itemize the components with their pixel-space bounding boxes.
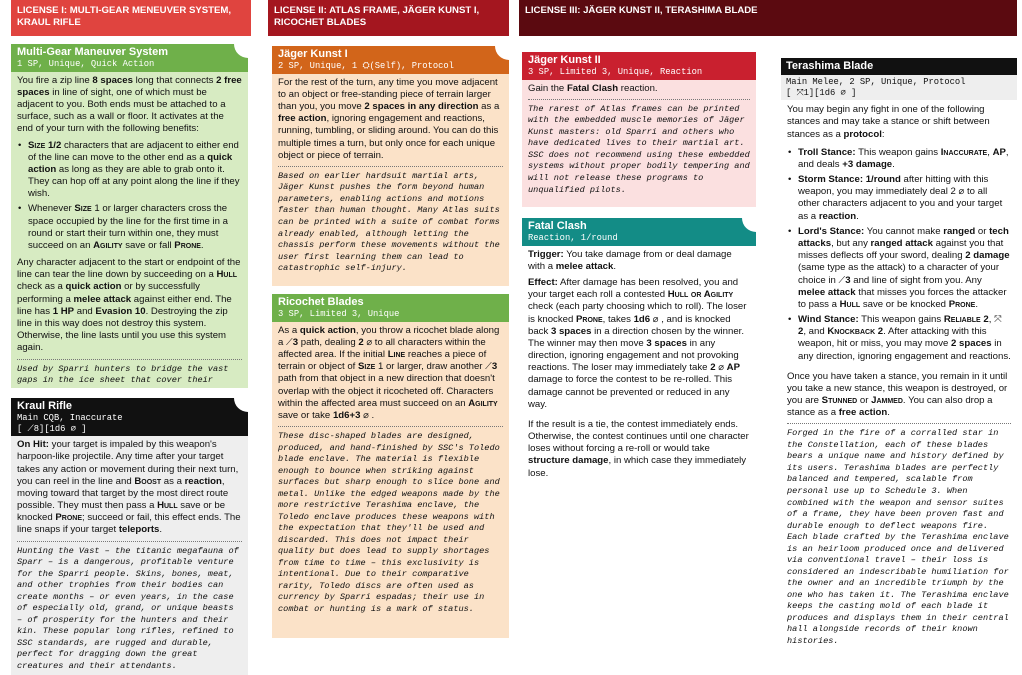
body-text: You fire a zip line 8 spaces long that connects 2 free spaces in line of sight, one of which must be adjacent to you. Both ends must be attached to a surface, such as a wall or floor. It activates at the end of your turn with the following benefits: xyxy=(17,74,242,135)
license-1-header: LICENSE I: MULTI-GEAR MENEUVER SYSTEM, KRAUL RIFLE xyxy=(11,0,251,36)
card-title: Terashima Blade xyxy=(786,60,874,72)
gain-bold: Fatal Clash xyxy=(566,82,619,94)
card-title: Jäger Kunst I xyxy=(278,48,348,60)
flavor-text: These disc-shaped blades are designed, produced, and hand-finished by SSC's Toledo blade enclave. The material is flexible enough to bounce when striking against surfaces but sharp enough to slice bone and metal. Unlike the edged weapons made by the more restrictive Terashima enclave, the Toledo enclave produces these weapons with the expectation that they'll be used and discarded. This does not impact their quality but does lead to supply shortages from time to time – this exclusivity is intentional. Due to their comparative rarity, Toledo discs are often used as currency by Sparri espadas; their use in combat or hunting is a mark of status. xyxy=(278,426,503,615)
card-tags: 2 SP, Unique, 1 ⛭(Self), Protocol xyxy=(278,61,454,72)
tags-bar xyxy=(781,75,1017,100)
list-item: • Storm Stance: 1/round after hitting with this weapon, you may immediately deal 2 ⌀ to all other characters adjacent to you and your target as a reaction. xyxy=(787,174,1011,223)
list-item: • Size 1/2 characters that are adjacent to either end of the line can move to the other end as a quick action as long as they are able to grab onto it. They can hop off at any point along the line if they wish. xyxy=(17,140,242,201)
flavor-text: Based on earlier hardsuit martial arts, Jäger Kunst pushes the form beyond human parameters, enabling actions and motions faster than human thought. Many Atlas suits can be printed with a suite of combat forms already enabled, although letting the chassis perform these movements without the user first learning them can lead to catastrophic self-injury. xyxy=(278,166,503,275)
card-header xyxy=(11,398,248,436)
body-text: Effect: After damage has been resolved, you and your target each roll a contested Hull or Agility check (each party choosing which to roll). The loser is knocked Prone, takes 1d6 ⌀ , and is knocked back 3 spaces in a direction chosen by the winner. The winner may then move 3 spaces in any direction, ignoring engagement and not provoking reactions. The loser may immediately take 2 ⌀ AP damage to force the contest to be re-rolled. This damage cannot be prevented or reduced in any way. xyxy=(528,277,747,410)
title-bar xyxy=(781,58,1017,75)
card-tags: Main CQB, Inaccurate xyxy=(17,413,123,424)
card-body xyxy=(272,322,509,620)
card-fatal-clash xyxy=(522,218,756,478)
card-kraul-rifle xyxy=(11,398,248,675)
list-item: • Troll Stance: This weapon gains Inaccurate, AP, and deals +3 damage. xyxy=(787,147,1011,171)
body-text: Any character adjacent to the start or endpoint of the line can tear the line down by succeeding on a Hull check as a quick action or by successfully performing a melee attack against either end. The line has 1 HP and Evasion 10. Destroying the zip line in this way does not destroy this system. Otherwise, the line lasts until you use this system again. xyxy=(17,257,241,354)
license-3-header: LICENSE III: JÄGER KUNST II, TERASHIMA BLADE xyxy=(519,0,1017,36)
column-license-2 xyxy=(268,0,509,36)
gain-post: reaction. xyxy=(618,82,658,94)
card-title: Jäger Kunst II xyxy=(528,54,601,66)
card-header xyxy=(272,294,509,322)
card-body xyxy=(272,74,509,279)
card-tags: Reaction, 1/round xyxy=(528,233,618,244)
card-title: Fatal Clash xyxy=(528,220,587,232)
gain-pre: Gain the xyxy=(528,82,567,94)
list-item: • Wind Stance: This weapon gains Reliable 2, ⤧ 2, and Knockback 2. After attacking with this weapon, hit or miss, you may move 2 spaces in any direction, ignoring engagement and reactions. xyxy=(787,314,1011,363)
card-title: Ricochet Blades xyxy=(278,296,364,308)
body-text: For the rest of the turn, any time you move adjacent to an object or free-standing piece of terrain larger than you, you move 2 spaces in any direction as a free action, ignoring engagement and reactions, running, tumbling, or sliding around. You can do this multiple times a turn, but only once for each unique object or piece of terrain. xyxy=(278,76,500,161)
body-text: As a quick action, you throw a ricochet blade along a ⟋3 path, dealing 2 ⌀ to all characters within the affected area. If the initial Line reaches a piece of terrain or object of Size 1 or larger, draw another ⟋3 path from that object in a new direction that doesn't overlap with the object it ricocheted off. Characters within the affected area must succeed on an Agility save or take 1d6+3 ⌀ . xyxy=(278,324,500,421)
card-header xyxy=(11,44,248,72)
card-title: Kraul Rifle xyxy=(17,400,73,412)
card-body xyxy=(11,436,248,675)
flavor-text: Forged in the fire of a corralled star in the Constellation, each of these blades bears a unique name and history defined by its users. Terashima blades are perfectly balanced and tempered, scalable from personal use up to Schedule 3. When combined with the weapon and sensor suites of a frame, they have been proven fast and durable enough to deflect weapons fire. Each blade crafted by the Terashima enclave is an heirloom produced once and delivered via conventional travel – their loss is considered an indescribable humiliation for the owner and an incredible triumph by the one who has taken it. The Terashima enclave keeps the casting mold of each blade it produces and displays them in their central hall alongside records of their known histories. xyxy=(787,423,1011,647)
column-license-3 xyxy=(519,0,1017,36)
card-header xyxy=(522,52,756,80)
body-text xyxy=(528,83,750,95)
card-tags-range: [ ⟋8][1d6 ⌀ ] xyxy=(17,423,87,434)
benefit-list xyxy=(17,140,242,253)
card-tags: 1 SP, Unique, Quick Action xyxy=(17,59,155,70)
flavor-text: Hunting the Vast – the titanic megafauna of Sparr – is a dangerous, profitable venture for the Sparri people. Skins, bones, meat, and other trophies from their bodies can create months – or even years, in the case of especially old, grand, or unique beasts – of prosperity for the hunters and their kin. These popular long rifles, refined to SSC standards, are rugged and durable, perfect for dragging down the great creatures and their attendants. xyxy=(17,541,242,673)
card-jager-kunst-1 xyxy=(272,46,509,286)
card-tags-range: [ ⤧1][1d6 ⌀ ] xyxy=(786,87,857,98)
card-tags: 3 SP, Limited 3, Unique xyxy=(278,309,400,320)
flavor-text: The rarest of Atlas frames can be printed with the embedded muscle memories of Jäger Kunst masters: old Sparri and others who have dedicated lives to their martial art. SSC does not recommend using these embedded systems without proper bodily tempering and will not release these programs to unqualified pilots. xyxy=(528,99,750,196)
card-tags: Main Melee, 2 SP, Unique, Protocol xyxy=(786,77,966,88)
stance-list xyxy=(787,147,1011,363)
column-license-1 xyxy=(11,0,251,36)
card-body xyxy=(11,72,248,388)
card-ricochet-blades xyxy=(272,294,509,638)
body-text: Once you have taken a stance, you remain in it until you take a new stance, this weapon is destroyed, or you are Stunned or Jammed. You can also drop a stance as a free action. xyxy=(787,370,1008,419)
card-body xyxy=(522,80,756,200)
card-tags: 3 SP, Limited 3, Unique, Reaction xyxy=(528,67,703,78)
body-text: Trigger: You take damage from or deal damage with a melee attack. xyxy=(528,248,732,272)
card-terashima-blade xyxy=(781,56,1017,675)
card-multi-gear-maneuver-system xyxy=(11,44,248,388)
card-body xyxy=(522,246,756,478)
body-text: You may begin any fight in one of the following stances and may take a stance or shift between stances as a protocol: xyxy=(787,104,990,140)
card-body xyxy=(781,102,1017,651)
list-item: • Whenever Size 1 or larger characters cross the space occupied by the line for the first time in a round or start their turn within one, they must succeed on an Agility save or fall Prone. xyxy=(17,203,242,252)
license-2-header: LICENSE II: ATLAS FRAME, JÄGER KUNST I, RICOCHET BLADES xyxy=(268,0,509,36)
card-header xyxy=(522,218,756,246)
card-title: Multi-Gear Maneuver System xyxy=(17,46,168,58)
flavor-text: Used by Sparri hunters to bridge the vast gaps in the ice sheet that cover their xyxy=(17,359,242,388)
card-header xyxy=(781,56,1017,102)
list-item: • Lord's Stance: You cannot make ranged or tech attacks, but any ranged attack against you that misses deflects off your sword, dealing 2 damage (same type as the attack) to a character of your choice in ⟋3 and line of sight from you. Any melee attack that misses you forces the attacker to pass a Hull save or be knocked Prone. xyxy=(787,226,1011,311)
body-text: On Hit: your target is impaled by this weapon's harpoon-like projectile. Any time after your target takes any action or movement during their next turn, you can reel in the line and Boost as a reaction, moving toward that target by the most direct route possible. They must then pass a Hull save or be knocked Prone; succeed or fail, this effect ends. The line snaps if your target teleports. xyxy=(17,439,241,536)
body-text: If the result is a tie, the contest immediately ends. Otherwise, the contest continues until one character loses without forcing a re-roll or would take structure damage, in which case they immediately lose. xyxy=(528,418,749,478)
card-header xyxy=(272,46,509,74)
card-jager-kunst-2 xyxy=(522,52,756,207)
